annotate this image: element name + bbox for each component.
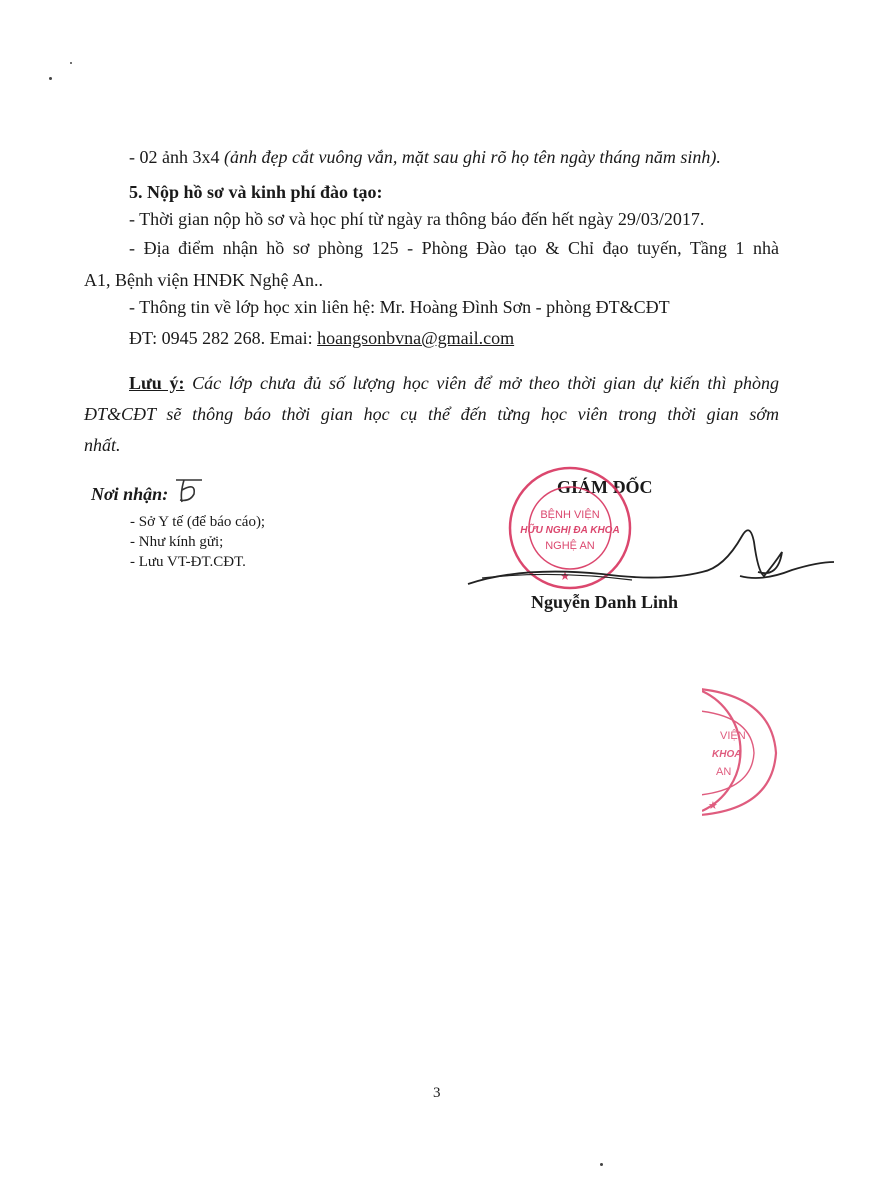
contact-phone-email-line <box>129 327 514 349</box>
partial-stamp-line-1: VIỆN <box>720 730 746 742</box>
photo-requirement-note: (ảnh đẹp cắt vuông vắn, mặt sau ghi rõ họ tên ngày tháng năm sinh). <box>223 147 721 167</box>
partial-stamp-line-2: KHOA <box>712 749 742 760</box>
stamp-line-1: BỆNH VIỆN <box>540 509 600 521</box>
svg-text:★: ★ <box>708 800 718 812</box>
note-line-3: nhất. <box>84 435 121 455</box>
stamp-line-3: NGHỆ AN <box>545 540 595 552</box>
scan-speck <box>70 62 72 64</box>
location-line-2: A1, Bệnh viện HNĐK Nghệ An.. <box>84 270 323 290</box>
contact-email-link[interactable]: hoangsonbvna@gmail.com <box>317 328 515 348</box>
scan-speck <box>600 1163 603 1166</box>
recipients-heading: Nơi nhận: <box>91 484 169 504</box>
page-number: 3 <box>433 1085 441 1101</box>
note-line-2: ĐT&CĐT sẽ thông báo thời gian học cụ thể đến từng học viên trong thời gian sớm <box>84 404 779 424</box>
contact-phone: ĐT: 0945 282 268. Emai: <box>129 328 318 348</box>
note-label: Lưu ý: <box>129 373 185 393</box>
partial-stamp-icon <box>702 683 782 823</box>
photo-requirement-text: - 02 ảnh 3x4 <box>129 147 224 167</box>
signature-icon <box>462 512 838 592</box>
photo-requirement-line <box>129 146 721 168</box>
note-line-1 <box>129 372 779 394</box>
recipient-item: - Như kính gửi; <box>130 534 224 550</box>
note-text-1: Các lớp chưa đủ số lượng học viên để mở theo thời gian dự kiến thì phòng <box>184 373 779 393</box>
signer-title: GIÁM ĐỐC <box>557 477 653 497</box>
svg-text:★: ★ <box>559 569 571 583</box>
section-heading: 5. Nộp hồ sơ và kinh phí đào tạo: <box>129 182 383 202</box>
recipient-item: - Lưu VT-ĐT.CĐT. <box>130 554 246 570</box>
deadline-line: - Thời gian nộp hồ sơ và học phí từ ngày ra thông báo đến hết ngày 29/03/2017. <box>129 209 705 229</box>
initial-mark-icon <box>172 476 208 506</box>
stamp-line-2: HỮU NGHỊ ĐA KHOA <box>520 525 620 536</box>
signer-name: Nguyễn Danh Linh <box>531 592 679 612</box>
recipient-item: - Sở Y tế (để báo cáo); <box>130 514 266 530</box>
contact-line: - Thông tin về lớp học xin liên hệ: Mr. Hoàng Đình Sơn - phòng ĐT&CĐT <box>129 297 670 317</box>
partial-stamp-line-3: AN <box>716 766 732 778</box>
location-line-1: - Địa điểm nhận hồ sơ phòng 125 - Phòng Đào tạo & Chỉ đạo tuyến, Tầng 1 nhà <box>129 238 779 258</box>
scan-speck <box>49 77 52 80</box>
